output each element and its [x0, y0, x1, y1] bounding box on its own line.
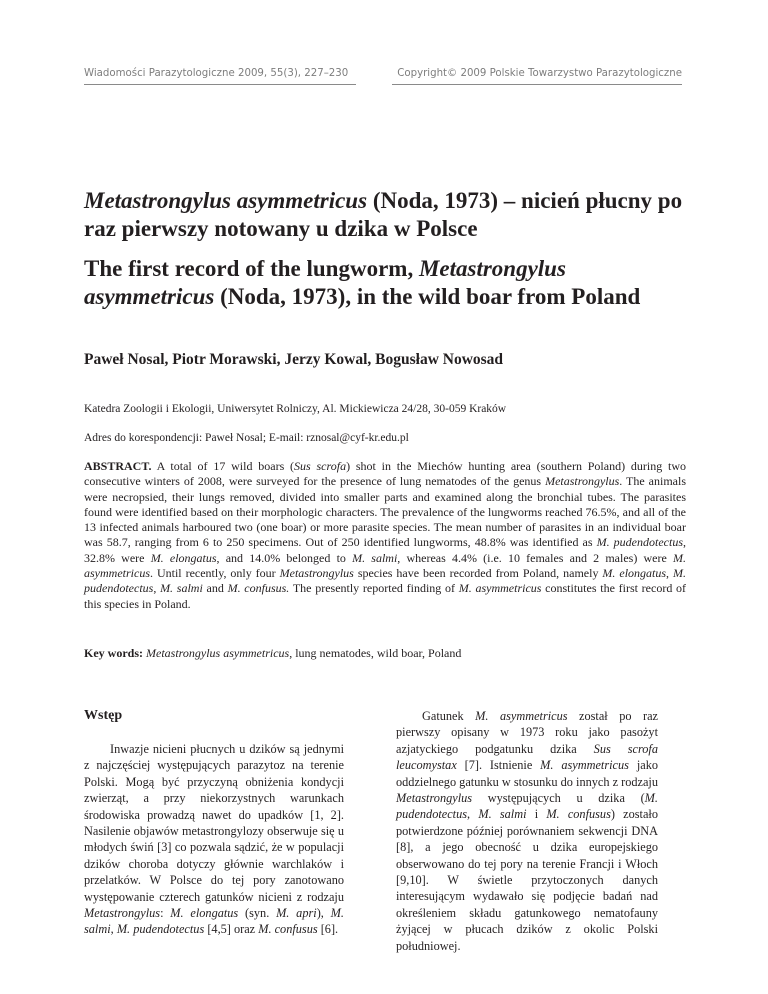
- paragraph-italic: M. pudendotectus: [396, 791, 658, 822]
- paragraph-italic: M. confusus: [546, 807, 611, 822]
- title-english-part2: (Noda, 1973), in the wild boar from Poland: [214, 284, 641, 309]
- paragraph-text: Inwazje nicieni płucnych u dzików są jednymi z najczęściej występujących parazytoz na terenie Polski. Mogą być przyczyną obniżenia kondycji zwierząt, a przy niekorzystnych warunkach środowiska prowadzą nawet do upadków [1, 2]. Nasilenie objawów metastrongylozy obserwuje się u młodych świń [3] co pozwala sądzić, że w populacji dzików choroba dotyczy głównie warchlaków i przelatków. W Polsce do tej pory zanotowano występowanie czterech gatunków nicieni z rodzaju: [84, 742, 344, 904]
- abstract-text: . The animals were necropsied, their lungs removed, divided into smaller parts and examined along the bronchial tubes. The parasites found were identified based on their morphologic characters. The prevalence of the lungworms reached 76.5%, and all of the 13 infected animals harboured two (one boar) or more parasite species. The mean number of parasites in an individual boar was 58.7, ranging from 6 to 250 specimens. Out of 250 identified lungworms, 48.8% was identified as: [84, 474, 686, 550]
- abstract-text: ,: [153, 581, 161, 596]
- body-column-right: [396, 708, 658, 954]
- copyright-notice: Copyright© 2009 Polskie Towarzystwo Parazytologiczne: [397, 68, 682, 79]
- intro-paragraph-2: [396, 708, 658, 954]
- abstract-text: , and 14.0% belonged to: [216, 550, 353, 565]
- authors: Paweł Nosal, Piotr Morawski, Jerzy Kowal, Bogusław Nowosad: [84, 351, 504, 368]
- paragraph-text: :: [160, 906, 171, 921]
- affiliation: Katedra Zoologii i Ekologii, Uniwersytet Rolniczy, Al. Mickiewicza 24/28, 30-059 Kraków: [84, 403, 507, 415]
- abstract-text: A total of 17 wild boars (: [151, 459, 295, 473]
- abstract-label: ABSTRACT.: [84, 459, 152, 473]
- keywords-species: Metastrongylus asymmetricus: [146, 646, 290, 660]
- abstract-text: , 32.8% were: [84, 535, 686, 565]
- section-heading-intro: Wstęp: [84, 708, 123, 723]
- abstract-italic: M. confusus.: [227, 581, 290, 596]
- body-column-left: [84, 708, 344, 938]
- abstract-italic: Metastrongylus: [545, 474, 620, 489]
- paragraph-text: został po raz pierwszy opisany w 1973 roku jako pasożyt azjatyckiego podgatunku dzika: [396, 709, 658, 756]
- abstract-italic: M. elongatus: [602, 566, 667, 581]
- abstract-italic: M. pudendotectus: [84, 566, 687, 596]
- title-polish-species: Metastrongylus asymmetricus: [84, 188, 368, 213]
- paragraph-text: (syn.: [238, 906, 277, 921]
- paragraph-text: Gatunek: [422, 709, 476, 723]
- abstract: [84, 459, 686, 612]
- abstract-italic: Metastrongylus: [279, 566, 354, 581]
- paragraph-text: [7]. Istnienie: [456, 758, 541, 773]
- paragraph-text: ) zostało potwierdzone później porównaniem sekwencji DNA [8], a jego obecność u dzika europejskiego obserwowano do tej pory na terenie Francji i Włoch [9,10]. W świetle przytoczonych danych interesującym wydawało się podjęcie badań nad określeniem składu gatunkowego nematofauny żyjącej w płucach dzików z okolic Polski południowej.: [396, 807, 658, 953]
- correspondence: Adres do korespondencji: Paweł Nosal; E-mail: rznosal@cyf-kr.edu.pl: [84, 432, 409, 444]
- paragraph-text: ,: [110, 922, 117, 937]
- title-english: [84, 255, 684, 311]
- abstract-text: . Until recently, only four: [150, 566, 280, 581]
- keywords-rest: , lung nematodes, wild boar, Poland: [289, 646, 462, 660]
- abstract-text: constitutes the first record of this species in Poland.: [84, 581, 687, 611]
- paragraph-italic: M. asymmetricus: [540, 758, 629, 773]
- running-header: [84, 68, 682, 84]
- abstract-italic: M. asymmetricus: [458, 581, 542, 596]
- paragraph-text: [6].: [317, 922, 339, 937]
- abstract-italic: M. salmi: [352, 550, 398, 565]
- intro-paragraph-1: [84, 741, 344, 938]
- paragraph-italic: Metastrongylus: [84, 906, 161, 921]
- title-polish-rest: (Noda, 1973) – nicień płucny po raz pierwszy notowany u dzika w Polsce: [84, 188, 683, 241]
- abstract-italic: Sus scrofa: [294, 459, 347, 473]
- abstract-text: ) shot in the Miechów hunting area (southern Poland) during two consecutive winters of 2008, were surveyed for the presence of lung nematodes of the genus: [84, 459, 686, 489]
- paragraph-italic: M. confusus: [258, 922, 318, 937]
- paragraph-italic: M. salmi: [478, 807, 527, 822]
- paragraph-italic: M. apri: [276, 906, 317, 921]
- abstract-text: and: [202, 581, 228, 596]
- title-polish: [84, 187, 684, 243]
- paragraph-text: występujących u dzika (: [472, 791, 645, 806]
- journal-citation: Wiadomości Parazytologiczne 2009, 55(3), 227–230: [84, 68, 349, 79]
- abstract-text: , whereas 4.4% (i.e. 10 females and 2 males) were: [397, 550, 674, 565]
- paragraph-italic: Sus scrofa leucomystax: [396, 741, 658, 773]
- paragraph-italic: M. elongatus: [170, 906, 239, 921]
- keywords-label: Key words:: [84, 646, 143, 660]
- keywords: [84, 646, 686, 661]
- title-english-species: Metastrongylus asymmetricus: [84, 256, 566, 309]
- abstract-text: ,: [666, 566, 674, 581]
- paragraph-text: i: [526, 807, 547, 822]
- paragraph-text: [4,5] oraz: [204, 922, 259, 937]
- paragraph-italic: M. salmi: [84, 906, 344, 937]
- paragraph-text: jako oddzielnego gatunku w stosunku do innych z rodzaju: [396, 758, 658, 789]
- abstract-text: The presently reported finding of: [289, 581, 459, 596]
- paragraph-italic: M. asymmetricus: [475, 709, 568, 723]
- abstract-italic: M. elongatus: [150, 550, 217, 565]
- header-rule-right: [392, 84, 682, 85]
- paragraph-text: ,: [467, 807, 479, 822]
- paragraph-italic: M. pudendotectus: [116, 922, 205, 937]
- paragraph-text: ),: [316, 906, 331, 921]
- header-rule-left: [84, 84, 356, 85]
- abstract-italic: M. salmi: [160, 581, 203, 596]
- abstract-text: species have been recorded from Poland, namely: [353, 566, 603, 581]
- abstract-italic: M. asymmetricus: [84, 550, 687, 581]
- abstract-italic: M. pudendotectus: [596, 535, 683, 550]
- title-english-part1: The first record of the lungworm,: [84, 256, 419, 281]
- paragraph-italic: Metastrongylus: [396, 791, 473, 806]
